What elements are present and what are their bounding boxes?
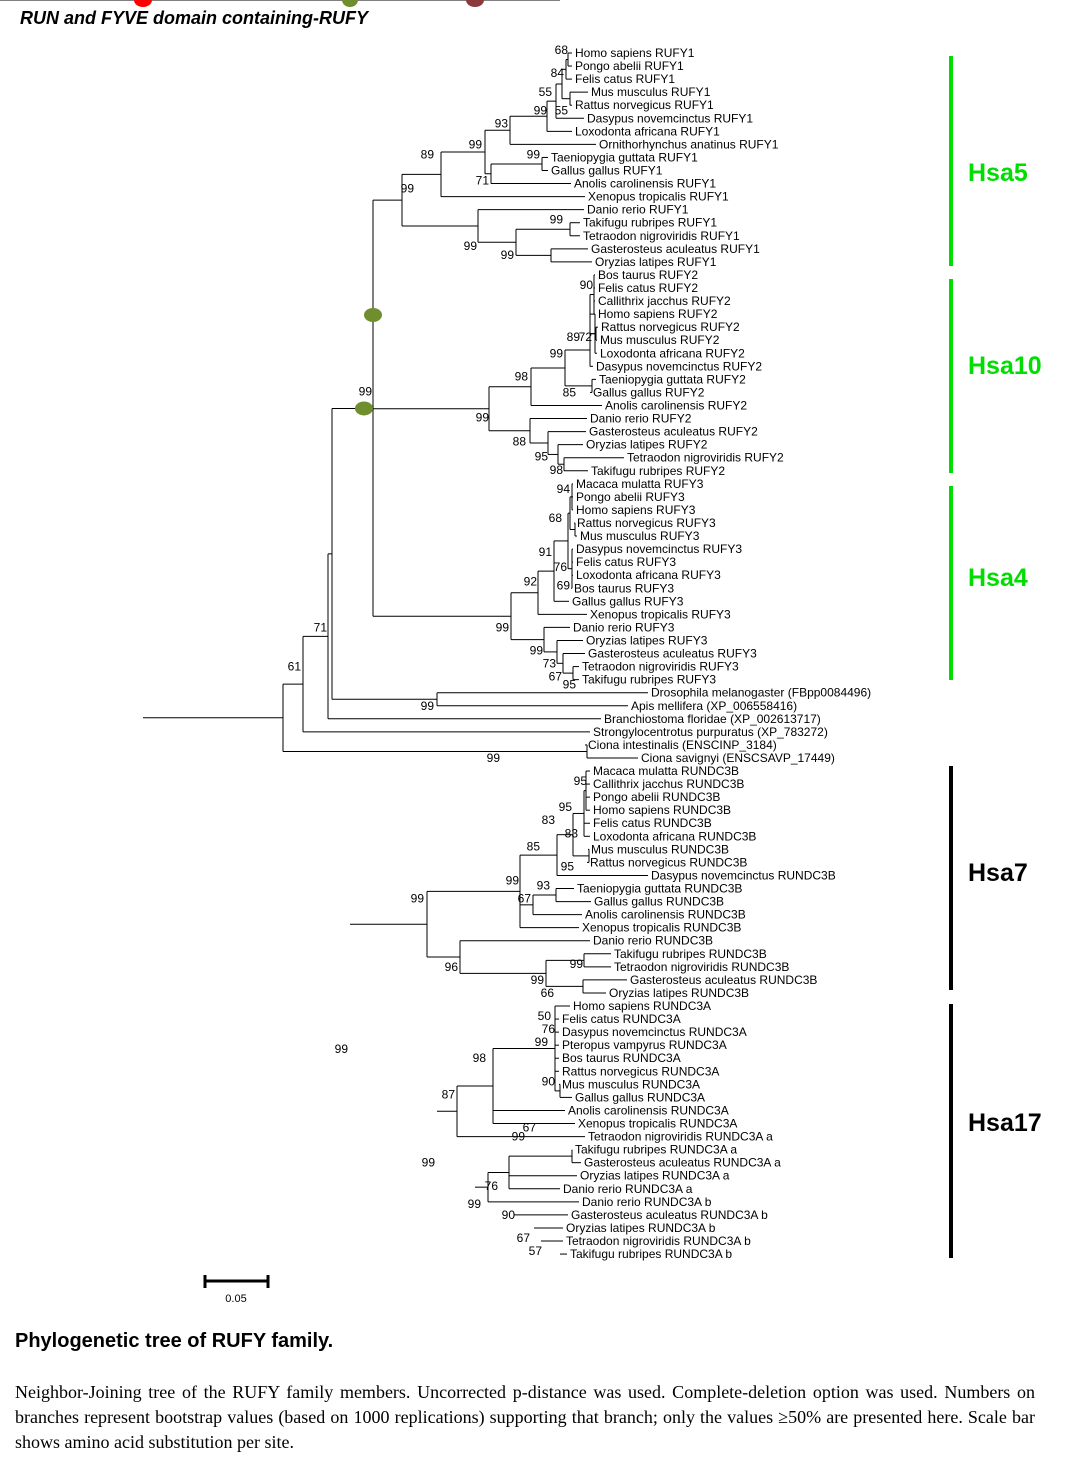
bootstrap-value: 68 xyxy=(554,43,568,57)
leaf-label: Taeniopygia guttata RUFY2 xyxy=(599,372,746,387)
leaf-label: Xenopus tropicalis RUNDC3B xyxy=(582,920,742,935)
leaf-label: Loxodonta africana RUFY1 xyxy=(575,124,720,139)
leaf-label: Pongo abelii RUNDC3B xyxy=(593,790,721,805)
bootstrap-value: 90 xyxy=(541,1074,555,1089)
bootstrap-value: 71 xyxy=(475,173,489,188)
leaf-label: Bos taurus RUNDC3A xyxy=(562,1051,681,1066)
leaf-label: Gallus gallus RUNDC3A xyxy=(575,1090,706,1105)
bootstrap-value: 67 xyxy=(522,1120,536,1135)
group-label: Hsa17 xyxy=(968,1109,1042,1137)
leaf-label: Macaca mulatta RUFY3 xyxy=(576,476,704,491)
bootstrap-value: 91 xyxy=(538,545,552,560)
group-label: Hsa4 xyxy=(968,564,1028,592)
leaf-label: Dasypus novemcinctus RUFY1 xyxy=(587,111,754,126)
leaf-label: Rattus norvegicus RUFY3 xyxy=(577,515,716,530)
leaf-label: Gallus gallus RUFY1 xyxy=(551,163,663,178)
bootstrap-value: 73 xyxy=(542,656,556,671)
leaf-label: Oryzias latipes RUNDC3A a xyxy=(580,1168,730,1183)
leaf-label: Anolis carolinensis RUNDC3B xyxy=(585,907,746,922)
leaf-label: Mus musculus RUNDC3B xyxy=(591,842,730,857)
leaf-label: Xenopus tropicalis RUFY3 xyxy=(590,607,731,622)
bootstrap-value: 99 xyxy=(534,1035,548,1050)
bootstrap-value: 95 xyxy=(558,800,572,815)
group-bars xyxy=(951,56,1042,1258)
group-label: Hsa10 xyxy=(968,352,1042,380)
leaf-label: Rattus norvegicus RUNDC3A xyxy=(562,1064,720,1079)
leaf-label: Danio rerio RUFY2 xyxy=(590,411,692,426)
bootstrap-value: 67 xyxy=(516,1231,530,1246)
leaf-label: Oryzias latipes RUFY2 xyxy=(586,437,708,452)
leaf-label: Felis catus RUNDC3B xyxy=(593,816,712,831)
group-label: Hsa5 xyxy=(968,159,1028,187)
leaf-label: Dasypus novemcinctus RUFY2 xyxy=(596,359,763,374)
group-label: Hsa7 xyxy=(968,859,1028,887)
leaf-label: Tetraodon nigroviridis RUFY2 xyxy=(627,450,784,465)
leaf-label: Bos taurus RUFY2 xyxy=(598,267,699,282)
leaf-label: Takifugu rubripes RUFY2 xyxy=(591,463,726,478)
bootstrap-value: 67 xyxy=(548,669,562,684)
bootstrap-value: 93 xyxy=(536,878,550,893)
leaf-label: Danio rerio RUNDC3B xyxy=(593,933,714,948)
bootstrap-value: 76 xyxy=(484,1178,498,1193)
leaf-label: Felis catus RUNDC3A xyxy=(562,1012,681,1027)
leaf-label: Anolis carolinensis RUNDC3A xyxy=(568,1103,729,1118)
bootstrap-value: 99 xyxy=(400,181,414,196)
bootstrap-value: 99 xyxy=(495,620,509,635)
leaf-label: Mus musculus RUFY1 xyxy=(591,85,711,100)
leaf-label: Loxodonta africana RUFY2 xyxy=(600,346,745,361)
bootstrap-value: 99 xyxy=(549,212,563,227)
bootstrap-value: 76 xyxy=(541,1022,555,1037)
leaf-label: Tetraodon nigroviridis RUNDC3B xyxy=(614,959,790,974)
leaf-label: Taeniopygia guttata RUFY1 xyxy=(551,150,698,165)
bootstrap-value: 99 xyxy=(463,238,477,253)
leaf-label: Oryzias latipes RUFY1 xyxy=(595,254,717,269)
bootstrap-value: 85 xyxy=(562,385,576,400)
bootstrap-value: 90 xyxy=(579,277,593,292)
bootstrap-value: 99 xyxy=(530,972,544,987)
leaf-label: Callithrix jacchus RUNDC3B xyxy=(593,777,745,792)
leaf-label: Rattus norvegicus RUNDC3B xyxy=(590,855,748,870)
bootstrap-value: 98 xyxy=(472,1051,486,1066)
bootstrap-value: 57 xyxy=(528,1244,542,1259)
leaf-label: Takifugu rubripes RUNDC3A b xyxy=(570,1247,733,1262)
leaf-label: Gasterosteus aculeatus RUFY2 xyxy=(589,424,758,439)
leaf-label: Macaca mulatta RUNDC3B xyxy=(593,764,740,779)
bootstrap-value: 99 xyxy=(500,247,514,262)
leaf-label: Branchiostoma floridae (XP_002613717) xyxy=(604,711,821,726)
leaf-label: Drosophila melanogaster (FBpp0084496) xyxy=(651,685,872,700)
leaf-label: Anolis carolinensis RUFY1 xyxy=(574,176,717,191)
leaf-label: Danio rerio RUNDC3A b xyxy=(582,1194,712,1209)
leaf-label: Loxodonta africana RUFY3 xyxy=(576,568,721,583)
leaf-label: Danio rerio RUFY3 xyxy=(573,620,675,635)
bootstrap-value: 99 xyxy=(533,103,547,118)
leaf-label: Gasterosteus aculeatus RUFY3 xyxy=(588,646,757,661)
leaf-label: Homo sapiens RUFY2 xyxy=(598,307,718,322)
leaf-label: Pongo abelii RUFY1 xyxy=(575,59,684,74)
leaf-label: Gallus gallus RUNDC3B xyxy=(594,894,725,909)
leaf-label: Felis catus RUFY2 xyxy=(598,280,699,295)
leaf-label: Tetraodon nigroviridis RUNDC3A b xyxy=(566,1234,751,1249)
leaf-label: Pongo abelii RUFY3 xyxy=(576,489,685,504)
duplication-node-marker xyxy=(364,308,382,322)
leaf-label: Homo sapiens RUFY3 xyxy=(576,502,696,517)
duplication-node-marker xyxy=(355,401,373,415)
leaf-label: Pteropus vampyrus RUNDC3A xyxy=(562,1038,727,1053)
bootstrap-value: 99 xyxy=(334,1042,348,1057)
bootstrap-value: 89 xyxy=(420,147,434,162)
bootstrap-value: 69 xyxy=(556,578,570,593)
figure-title: RUN and FYVE domain containing-RUFY xyxy=(20,8,369,28)
leaf-label: Taeniopygia guttata RUNDC3B xyxy=(577,881,743,896)
bootstrap-value: 99 xyxy=(468,137,482,152)
bootstrap-value: 50 xyxy=(537,1009,551,1024)
bootstrap-value: 95 xyxy=(560,859,574,874)
bootstrap-value: 99 xyxy=(511,1129,525,1144)
leaf-label: Homo sapiens RUNDC3B xyxy=(593,803,732,818)
bootstrap-value: 95 xyxy=(534,449,548,464)
bootstrap-value: 89 xyxy=(566,330,580,345)
leaf-label: Takifugu rubripes RUNDC3B xyxy=(614,946,767,961)
bootstrap-value: 99 xyxy=(529,643,543,658)
leaf-label: Danio rerio RUFY1 xyxy=(587,202,689,217)
bootstrap-value: 67 xyxy=(517,891,531,906)
bootstrap-value: 99 xyxy=(420,698,434,713)
leaf-label: Takifugu rubripes RUNDC3A a xyxy=(575,1142,738,1157)
scale-bar xyxy=(205,1275,268,1305)
leaf-label: Danio rerio RUNDC3A a xyxy=(563,1181,693,1196)
bootstrap-value: 72 xyxy=(578,330,592,345)
leaf-label: Mus musculus RUFY3 xyxy=(580,529,700,544)
leaf-label: Mus musculus RUFY2 xyxy=(600,333,720,348)
leaf-label: Takifugu rubripes RUFY3 xyxy=(582,672,717,687)
leaf-label: Bos taurus RUFY3 xyxy=(574,581,675,596)
bootstrap-value: 92 xyxy=(523,574,537,589)
leaf-label: Mus musculus RUNDC3A xyxy=(562,1077,701,1092)
fish-duplication-node-marker xyxy=(466,0,484,7)
bootstrap-value: 96 xyxy=(444,959,458,974)
bootstrap-value: 55 xyxy=(554,103,568,118)
leaf-label: Oryzias latipes RUNDC3A b xyxy=(566,1220,716,1235)
bootstrap-value: 95 xyxy=(573,774,587,789)
leaf-label: Gallus gallus RUFY3 xyxy=(572,594,684,609)
leaf-label: Rattus norvegicus RUFY2 xyxy=(601,320,740,335)
bootstrap-value: 76 xyxy=(553,560,567,575)
highlight-nodes xyxy=(134,0,484,415)
leaf-label: Felis catus RUFY3 xyxy=(576,555,677,570)
bootstrap-value: 88 xyxy=(512,434,526,449)
leaf-label: Tetraodon nigroviridis RUFY1 xyxy=(583,228,740,243)
leaf-label: Rattus norvegicus RUFY1 xyxy=(575,98,714,113)
bootstrap-value: 66 xyxy=(540,985,554,1000)
bootstrap-value: 95 xyxy=(562,677,576,692)
duplication-node-marker xyxy=(342,0,358,7)
leaf-label: Felis catus RUFY1 xyxy=(575,72,676,87)
leaf-label: Callithrix jacchus RUFY2 xyxy=(598,294,731,309)
leaf-label: Oryzias latipes RUNDC3B xyxy=(609,985,750,1000)
bootstrap-value: 85 xyxy=(526,839,540,854)
bootstrap-value: 99 xyxy=(526,147,540,162)
leaf-label: Ciona savignyi (ENSCSAVP_17449) xyxy=(641,750,835,765)
leaf-label: Tetraodon nigroviridis RUNDC3A a xyxy=(588,1129,773,1144)
bootstrap-value: 90 xyxy=(501,1207,515,1222)
bootstrap-value: 99 xyxy=(421,1155,435,1170)
leaf-label: Gallus gallus RUFY2 xyxy=(593,385,705,400)
leaf-label: Dasypus novemcinctus RUFY3 xyxy=(576,542,743,557)
leaf-label: Homo sapiens RUFY1 xyxy=(575,46,695,60)
leaf-label: Takifugu rubripes RUFY1 xyxy=(583,215,718,230)
caption-text: Neighbor-Joining tree of the RUFY family members. Uncorrected p-distance was used. Complete-deletion option was used. Numbers on branches represent bootstrap values (based on 1000 replications) supporting that branch; only the values ≥50% are presented here. Scale bar shows amino acid substitution per site. xyxy=(15,1382,1035,1452)
leaf-label: Strongylocentrotus purpuratus (XP_783272) xyxy=(593,724,828,739)
root-node-marker xyxy=(134,0,152,7)
bootstrap-value: 68 xyxy=(548,510,562,525)
bootstrap-value: 71 xyxy=(313,620,327,635)
leaf-label: Tetraodon nigroviridis RUFY3 xyxy=(582,659,739,674)
leaf-label: Gasterosteus aculeatus RUNDC3A b xyxy=(571,1207,768,1222)
bootstrap-value: 87 xyxy=(441,1087,455,1102)
bootstrap-value: 83 xyxy=(564,826,578,841)
bootstrap-value: 61 xyxy=(287,659,301,674)
leaf-label: Dasypus novemcinctus RUNDC3B xyxy=(651,868,836,883)
leaf-label: Gasterosteus aculeatus RUFY1 xyxy=(591,241,760,256)
bootstrap-labels xyxy=(288,43,594,1258)
caption-title: Phylogenetic tree of RUFY family. xyxy=(15,1330,334,1352)
leaf-label: Xenopus tropicalis RUNDC3A xyxy=(578,1116,738,1131)
leaf-label: Dasypus novemcinctus RUNDC3A xyxy=(562,1025,747,1040)
bootstrap-value: 55 xyxy=(538,85,552,100)
bootstrap-value: 99 xyxy=(475,410,489,425)
bootstrap-value: 98 xyxy=(549,462,563,477)
bootstrap-value: 94 xyxy=(556,481,570,496)
bootstrap-value: 99 xyxy=(358,384,372,399)
leaf-label: Apis mellifera (XP_006558416) xyxy=(631,698,798,713)
bootstrap-value: 93 xyxy=(494,116,508,131)
leaf-label: Xenopus tropicalis RUFY1 xyxy=(588,189,729,204)
bootstrap-value: 99 xyxy=(569,956,583,971)
bootstrap-value: 98 xyxy=(514,369,528,384)
leaf-label: Loxodonta africana RUNDC3B xyxy=(593,829,757,844)
leaf-label: Homo sapiens RUNDC3A xyxy=(573,999,712,1014)
bootstrap-value: 99 xyxy=(549,346,563,361)
leaf-label: Anolis carolinensis RUFY2 xyxy=(605,398,748,413)
leaf-label: Oryzias latipes RUFY3 xyxy=(586,633,708,648)
leaf-label: Gasterosteus aculeatus RUNDC3B xyxy=(630,972,818,987)
bootstrap-value: 83 xyxy=(541,813,555,828)
bootstrap-value: 99 xyxy=(410,891,424,906)
scale-bar-label: 0.05 xyxy=(225,1293,247,1305)
leaf-label: Ciona intestinalis (ENSCINP_3184) xyxy=(588,737,777,752)
leaf-label: Ornithorhynchus anatinus RUFY1 xyxy=(599,137,779,152)
bootstrap-value: 99 xyxy=(467,1196,481,1211)
bootstrap-value: 84 xyxy=(550,66,564,81)
bootstrap-value: 99 xyxy=(486,750,500,765)
bootstrap-value: 99 xyxy=(505,873,519,888)
leaf-label: Gasterosteus aculeatus RUNDC3A a xyxy=(584,1155,781,1170)
